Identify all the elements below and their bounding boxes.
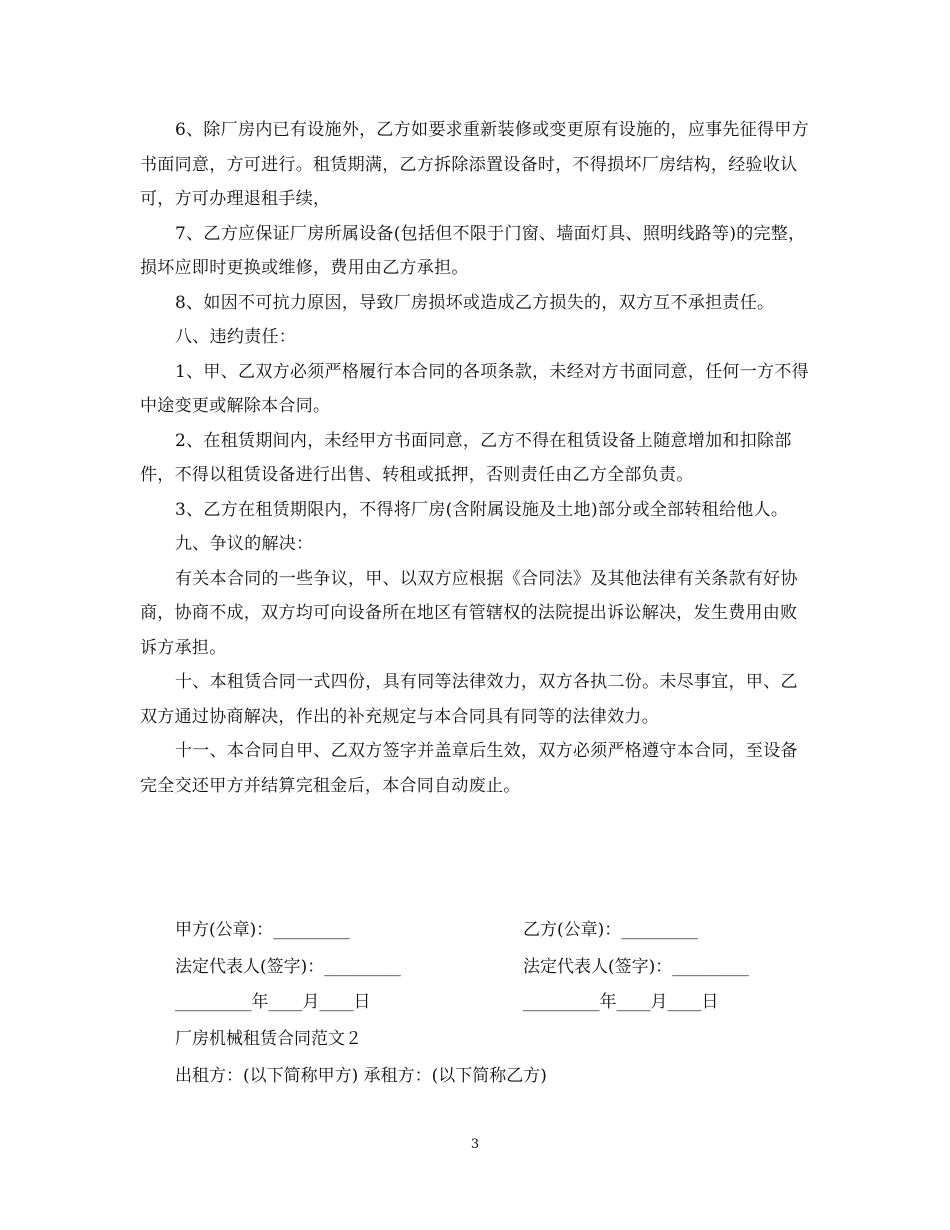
party-a-representative: 法定代表人(签字)：_________: [175, 957, 401, 977]
party-b-seal: 乙方(公章)：_________: [523, 920, 698, 940]
parties-line: 出租方：(以下简称甲方) 承租方：(以下简称乙方): [175, 1066, 547, 1086]
breach-clause-1: 1、甲、乙双方必须严格履行本合同的各项条款，未经对方书面同意，任何一方不得中途变更或解除本合同。: [140, 361, 809, 416]
clause-10: 十、本租赁合同一式四份，具有同等法律效力，双方各执二份。未尽事宜，甲、乙双方通过协商解决，作出的补充规定与本合同具有同等的法律效力。: [140, 672, 798, 727]
party-b-date: _________年____月____日: [523, 992, 719, 1012]
page-number: 3: [470, 1137, 480, 1152]
signature-row-representative: [175, 950, 815, 984]
party-a-date: _________年____月____日: [175, 992, 371, 1012]
party-a-seal: 甲方(公章)：_________: [175, 920, 350, 940]
clause-6: 6、除厂房内已有设施外，乙方如要求重新装修或变更原有设施的，应事先征得甲方书面同意，方可进行。租赁期满，乙方拆除添置设备时，不得损坏厂房结构，经验收认可，方可办理退租手续，: [140, 120, 809, 209]
contract-body: [140, 113, 812, 803]
next-contract-title: 厂房机械租赁合同范文２: [175, 1029, 362, 1049]
breach-clause-3: 3、乙方在租赁期限内，不得将厂房(含附属设施及土地)部分或全部转租给他人。: [175, 499, 789, 520]
dispute-clause: 有关本合同的一些争议，甲、以双方应根据《合同法》及其他法律有关条款有好协商，协商不成，双方均可向设备所在地区有管辖权的法院提出诉讼解决，发生费用由败诉方承担。: [140, 568, 798, 658]
clause-7: 7、乙方应保证厂房所属设备(包括但不限于门窗、墙面灯具、照明线路等)的完整，损坏应即时更换或维修，费用由乙方承担。: [140, 223, 806, 278]
clause-11: 十一、本合同自甲、乙双方签字并盖章后生效，双方必须严格遵守本合同，至设备完全交还甲方并结算完租金后，本合同自动废止。: [140, 741, 798, 796]
signature-row-seal: [175, 913, 815, 947]
party-b-representative: 法定代表人(签字)：_________: [523, 957, 749, 977]
signature-row-date: [175, 985, 815, 1019]
breach-clause-2: 2、在租赁期间内，未经甲方书面同意，乙方不得在租赁设备上随意增加和扣除部件，不得以租赁设备进行出售、转租或抵押，否则责任由乙方全部负责。: [140, 430, 792, 485]
clause-8: 8、如因不可抗力原因，导致厂房损坏或造成乙方损失的，双方互不承担责任。: [175, 292, 775, 313]
section-heading-breach: 八、违约责任：: [175, 327, 297, 347]
section-heading-dispute: 九、争议的解决：: [175, 534, 314, 554]
